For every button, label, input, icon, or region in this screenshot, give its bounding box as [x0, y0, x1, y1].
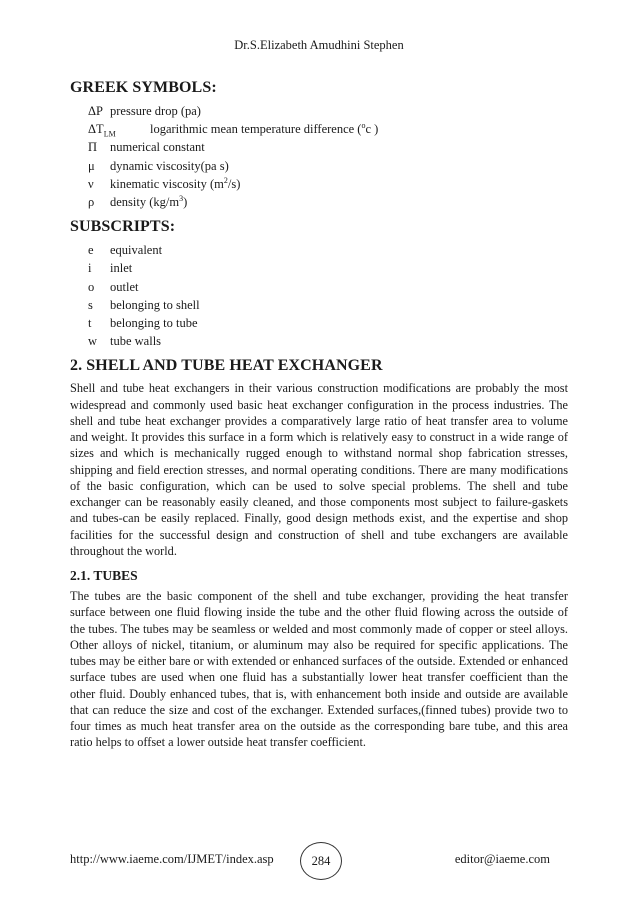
greek-symbols-list [88, 102, 568, 211]
list-item [88, 175, 568, 193]
symbol: μ [88, 158, 95, 173]
symbol-description: belonging to shell [110, 297, 200, 312]
symbol: o [88, 279, 95, 294]
symbol [88, 120, 150, 138]
subscripts-heading: SUBSCRIPTS: [70, 218, 176, 236]
symbol-description: inlet [110, 261, 133, 276]
symbol: t [88, 316, 92, 331]
symbol: i [88, 261, 92, 276]
section-2-paragraph: Shell and tube heat exchangers in their various construction modifications are probably the most widespread and commonly used basic heat exchanger configuration in the process industries. The shell and tube heat exchanger provides a comparatively large ratio of heat transfer area to volume and weight. It provides this surface in a form which is relatively easy to construct in a wide range of sizes and which is mechanically rugged enough to withstand normal shop fabrication stresses, shipping and field erection stresses, and normal operating conditions. There are many modifications of the basic configuration, which can be used to solve special problems. The shell and tube exchanger can be reasonably easily cleaned, and those components most subject to failure-gaskets and tubes-can be easily replaced. Finally, good design methods exist, and the expertise and shop facilities for the successful design and construction of shell and tube exchangers are available throughout the world. [70, 381, 568, 558]
list-item [88, 332, 568, 350]
list-item [88, 241, 568, 259]
journal-url-link[interactable]: http://www.iaeme.com/IJMET/index.asp [70, 852, 274, 866]
superscript: 3 [179, 193, 184, 203]
subscripts-list [88, 241, 568, 350]
symbol-description: outlet [110, 279, 139, 294]
list-item [88, 193, 568, 211]
symbol-description-tail: c ) [365, 122, 379, 137]
symbol: ΔP [88, 104, 103, 118]
symbol-description: logarithmic mean temperature difference ( [150, 122, 362, 137]
symbol: Π [88, 140, 98, 155]
superscript: 2 [223, 175, 228, 185]
symbol-description: numerical constant [110, 140, 205, 155]
greek-symbols-heading: GREEK SYMBOLS: [70, 79, 217, 96]
symbol-description: equivalent [110, 243, 163, 258]
list-item [88, 157, 568, 175]
page-number: 284 [300, 842, 342, 880]
symbol: e [88, 243, 94, 258]
list-item [88, 296, 568, 314]
editor-email-link[interactable]: editor@iaeme.com [454, 852, 550, 866]
list-item [88, 259, 568, 277]
symbol: ν [88, 176, 94, 191]
superscript: o [361, 121, 366, 131]
symbol-description: kinematic viscosity (m [110, 176, 224, 191]
page-content [70, 78, 568, 759]
list-item [88, 314, 568, 332]
symbol-description: pressure drop (pa) [110, 104, 201, 118]
symbol: s [88, 297, 93, 312]
symbol: ρ [88, 195, 95, 210]
section-2-1-heading: 2.1. TUBES [70, 568, 138, 584]
list-item [88, 138, 568, 156]
symbol: w [88, 334, 98, 349]
symbol-description: belonging to tube [110, 316, 198, 331]
symbol-description: density (kg/m [110, 195, 180, 210]
section-2-heading: 2. SHELL AND TUBE HEAT EXCHANGER [70, 357, 383, 375]
list-item [88, 102, 568, 120]
symbol-base: ΔT [88, 122, 104, 137]
page-footer [0, 842, 638, 878]
list-item [88, 278, 568, 296]
symbol-description: tube walls [110, 334, 162, 349]
symbol-description-tail: /s) [227, 176, 241, 191]
symbol-subscript: LM [103, 129, 116, 139]
symbol-description: dynamic viscosity(pa s) [110, 158, 229, 173]
list-item [88, 120, 568, 138]
running-header: Dr.S.Elizabeth Amudhini Stephen [234, 38, 404, 52]
section-2-1-paragraph: The tubes are the basic component of the shell and tube exchanger, providing the heat transfer surface between one fluid flowing inside the tube and the other fluid flowing across the outside of the tubes. The tubes may be seamless or welded and most commonly made of copper or steel alloys. Other alloys of nickel, titanium, or aluminum may also be required for specific applications. The tubes may be either bare or with extended or enhanced surfaces of the outside. Extended or enhanced surface tubes are used when one fluid has a substantially lower heat transfer coefficient than the other fluid. Doubly enhanced tubes, that is, with enhancement both inside and outside are available that can reduce the size and cost of the exchanger. Extended surfaces,(finned tubes) provide two to four times as much heat transfer area on the outside as the corresponding bare tube, and this area ratio helps to offset a lower outside heat transfer coefficient. [70, 589, 568, 750]
symbol-description-tail: ) [183, 195, 188, 210]
